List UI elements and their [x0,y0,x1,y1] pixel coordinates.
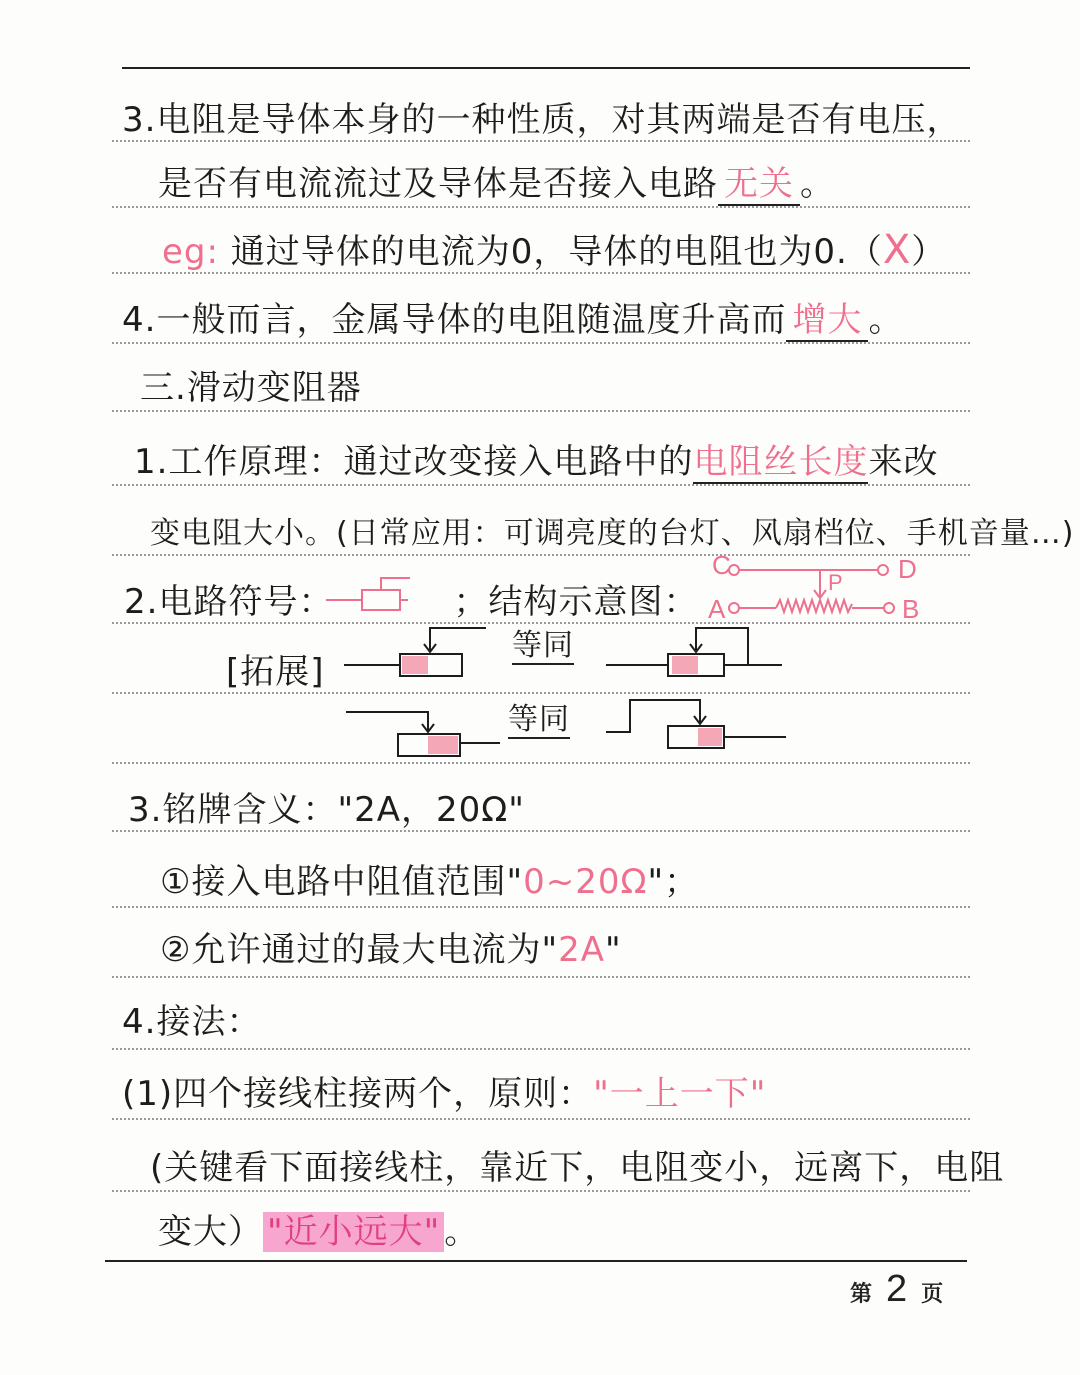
example-statement: 通过导体的电流为0，导体的电阻也为0.（ [230,232,883,272]
connection-method-heading: 4.接法： [122,1002,262,1042]
page-number: 2 [886,1268,908,1310]
equivalent-text-1: 等同 [512,628,574,663]
note-line-12 [160,930,622,970]
temperature-text: 4.一般而言，金属导体的电阻随温度升高而 [122,300,787,340]
answer-increase: 增大 [786,300,868,342]
close-quote: " [605,930,622,970]
answer-near-small-far-large: "近小远大" [263,1212,444,1252]
note-line-15 [150,1148,1004,1188]
eg-label: eg: [162,232,219,272]
equivalent-label-1 [512,626,574,666]
four-terminals-text: (1)四个接线柱接两个，原则： [122,1074,594,1114]
answer-wire-length: 电阻丝长度 [693,442,869,482]
bottom-rule [105,1260,967,1262]
terminal-a-label: A [708,594,726,624]
note-line-16 [158,1212,479,1252]
resistance-property-text: 3.电阻是导体本身的一种性质，对其两端是否有电压， [122,100,962,140]
max-current-text: ②允许通过的最大电流为" [160,930,559,970]
working-principle-text: 1.工作原理：通过改变接入电路中的 [134,442,694,482]
terminal-c-label: C [712,550,731,580]
page-suffix: 页 [921,1281,944,1307]
answer-unrelated: 无关 [718,164,800,206]
answer-range: 0~20Ω [523,862,648,902]
answer-one-up-one-down: "一上一下" [593,1074,767,1114]
equivalent-label-2 [508,700,570,740]
period: 。 [444,1212,480,1252]
sliding-rheostat-heading: 三.滑动变阻器 [140,368,362,408]
daily-application-text: 变电阻大小。(日常应用：可调亮度的台灯、风扇档位、手机音量…) [150,516,1075,551]
note-line-13 [122,1002,261,1042]
wrong-mark: X [882,227,912,273]
nameplate-meaning-text: 3.铭牌含义："2A，20Ω" [128,790,525,830]
equivalent-text-2: 等同 [508,702,570,737]
period: 。 [868,300,904,340]
answer-max-current: 2A [558,930,606,970]
close-paren: ） [911,232,947,272]
slider-p-label: P [828,570,843,595]
close-quote: "； [647,862,700,902]
working-principle-text-end: 来改 [868,442,939,482]
terminal-d-label: D [898,554,917,584]
period: 。 [800,164,835,204]
note-line-11 [160,862,699,902]
page-prefix: 第 [850,1281,873,1307]
becomes-larger-text: 变大） [158,1212,263,1252]
note-line-14 [122,1074,766,1114]
resistance-range-text: ①接入电路中阻值范围" [160,862,524,902]
extension-text: [拓展] [226,652,325,692]
page-footer [850,1268,943,1311]
key-lower-terminal-text: (关键看下面接线柱，靠近下，电阻变小，远离下，电阻 [150,1148,1005,1188]
circuit-symbol-label: 2.电路符号： [124,582,334,622]
note-line-10 [128,790,525,830]
terminal-b-label: B [902,594,920,624]
structure-diagram-label: ；结构示意图： [453,582,699,622]
line2-text: 是否有电流流过及导体是否接入电路 [158,164,718,204]
